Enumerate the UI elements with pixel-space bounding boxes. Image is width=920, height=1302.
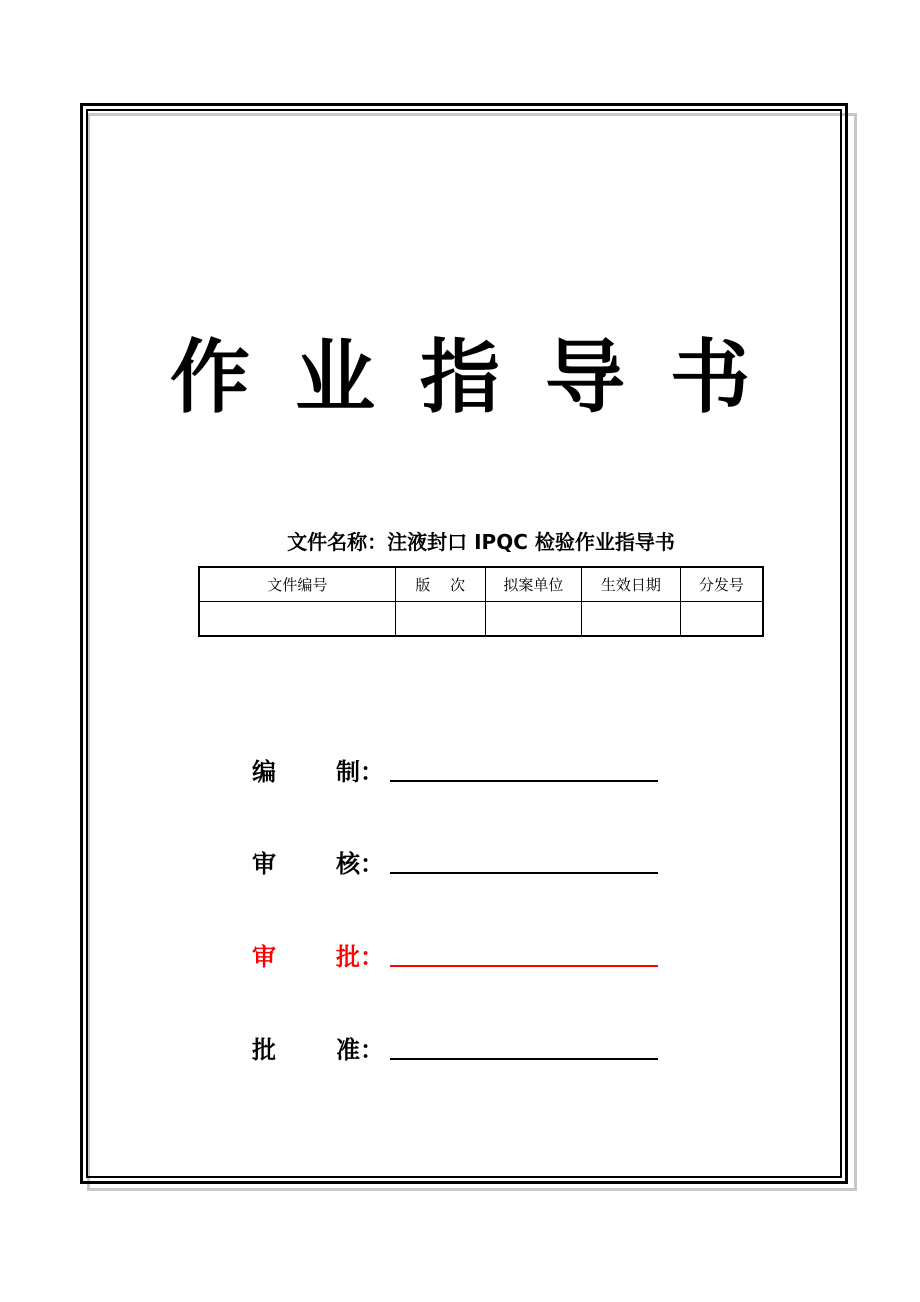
signature-label-char: 核：	[336, 850, 384, 878]
header-drafting-unit: 拟案单位	[485, 567, 581, 602]
signature-row-approved	[252, 1030, 662, 1070]
cell-effective-date[interactable]	[581, 602, 680, 637]
signature-label-char: 批	[252, 1036, 276, 1064]
title-char: 作	[170, 331, 250, 424]
title-char: 书	[670, 331, 750, 424]
signature-row-reviewed	[252, 844, 662, 884]
header-version: 版 次	[395, 567, 485, 602]
document-name: 文件名称：注液封口 IPQC 检验作业指导书	[287, 530, 675, 554]
signature-label-char: 制：	[336, 758, 384, 786]
page-title	[170, 330, 750, 426]
audited-by-field[interactable]	[390, 943, 658, 967]
signature-label-char: 准：	[336, 1036, 384, 1064]
cell-version[interactable]	[395, 602, 485, 637]
document-info-table	[198, 566, 764, 637]
header-effective-date: 生效日期	[581, 567, 680, 602]
approved-by-field[interactable]	[390, 1036, 658, 1060]
signature-row-compiled	[252, 752, 662, 792]
cell-drafting-unit[interactable]	[485, 602, 581, 637]
cell-doc-number[interactable]	[199, 602, 395, 637]
signature-label-char: 审	[252, 943, 276, 971]
title-char: 指	[420, 331, 500, 424]
signature-row-audited	[252, 937, 662, 977]
title-char: 业	[295, 331, 375, 424]
page-border-inner	[86, 109, 842, 1178]
compiled-by-field[interactable]	[390, 758, 658, 782]
signature-label-char: 批：	[336, 943, 384, 971]
table-row	[199, 602, 763, 637]
signature-label-char: 审	[252, 850, 276, 878]
cell-distribution-number[interactable]	[680, 602, 763, 637]
header-distribution-number: 分发号	[680, 567, 763, 602]
table-header-row	[199, 567, 763, 602]
header-doc-number: 文件编号	[199, 567, 395, 602]
reviewed-by-field[interactable]	[390, 850, 658, 874]
title-char: 导	[545, 331, 625, 424]
signature-label-char: 编	[252, 758, 276, 786]
